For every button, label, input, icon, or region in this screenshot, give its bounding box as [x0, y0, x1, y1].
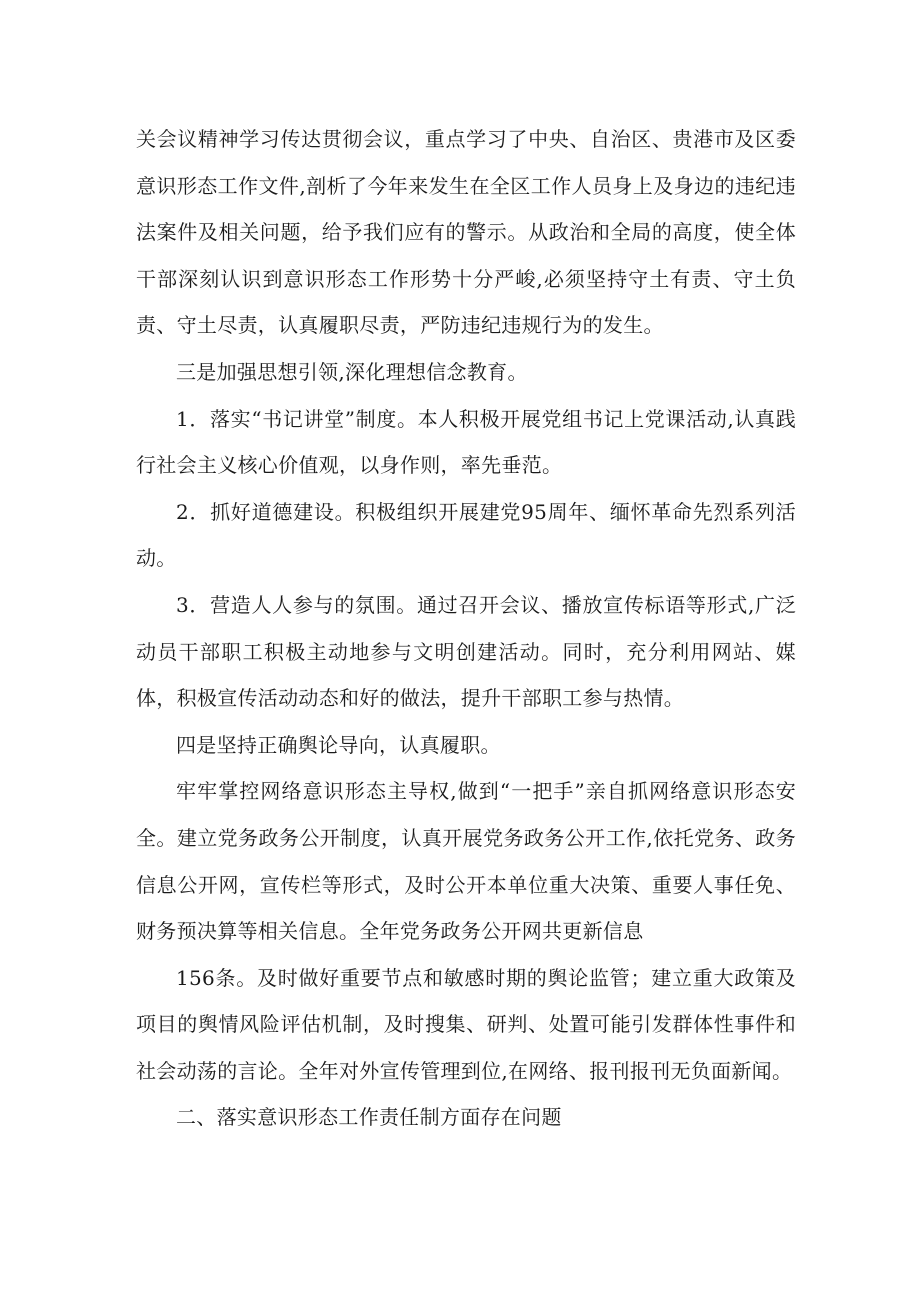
paragraph-3: 1．落实“书记讲堂”制度。本人积极开展党组书记上党课活动,认真践行社会主义核心价值观，以身作则，率先垂范。 [136, 406, 796, 478]
paragraph-5: 3．营造人人参与的氛围。通过召开会议、播放宣传标语等形式,广泛动员干部职工积极主动地参与文明创建活动。同时，充分利用网站、媒体，积极宣传活动动态和好的做法，提升干部职工参与热情。 [136, 592, 796, 711]
paragraph-6: 四是坚持正确舆论导向，认真履职。 [176, 732, 501, 757]
paragraph-1: 关会议精神学习传达贯彻会议，重点学习了中央、自治区、贵港市及区委意识形态工作文件,剖析了今年来发生在全区工作人员身上及身边的违纪违法案件及相关问题，给予我们应有的警示。从政治和全局的高度，使全体干部深刻认识到意识形态工作形势十分严峻,必须坚持守土有责、守土负责、守土尽责，认真履职尽责，严防违纪违规行为的发生。 [136, 127, 796, 338]
paragraph-7: 牢牢掌控网络意识形态主导权,做到“一把手”亲自抓网络意识形态安全。建立党务政务公开制度，认真开展党务政务公开工作,依托党务、政务信息公开网，宣传栏等形式，及时公开本单位重大决策、重要人事任免、财务预决算等相关信息。全年党务政务公开网共更新信息 [136, 779, 796, 944]
document-body [136, 116, 796, 1141]
paragraph-2: 三是加强思想引领,深化理想信念教育。 [176, 359, 528, 384]
paragraph-4: 2．抓好道德建设。积极组织开展建党95周年、缅怀革命先烈系列活动。 [136, 499, 796, 571]
paragraph-8: 156条。及时做好重要节点和敏感时期的舆论监管；建立重大政策及项目的舆情风险评估机制，及时搜集、研判、处置可能引发群体性事件和社会动荡的言论。全年对外宣传管理到位,在网络、报刊报刊无负面新闻。 [136, 965, 796, 1083]
section-heading: 二、落实意识形态工作责任制方面存在问题 [176, 1105, 562, 1130]
